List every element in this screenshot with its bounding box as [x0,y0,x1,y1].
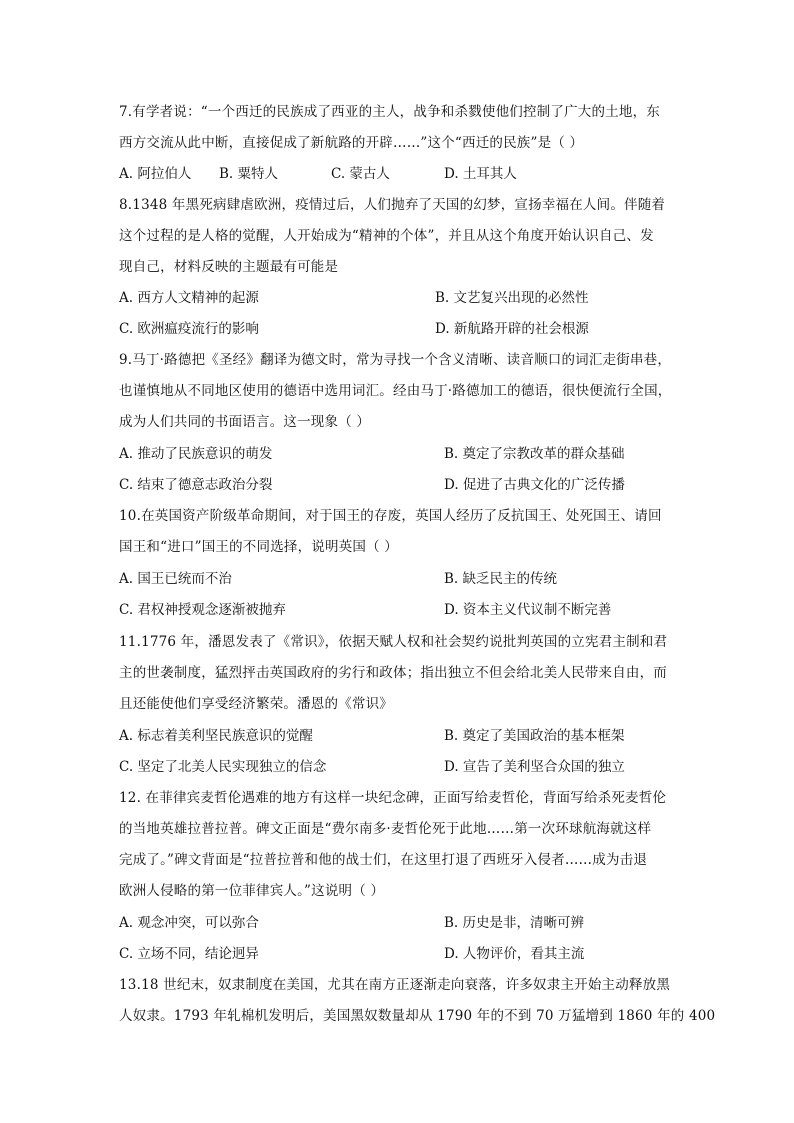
question-line: 人奴隶。1793 年轧棉机发明后，美国黑奴数量却从 1790 年的不到 70 万猛增到 1860 年的 400 [119,1008,716,1024]
question-line: 10.在英国资产阶级革命期间，对于国王的存废，英国人经历了反抗国王、处死国王、请回 [119,508,662,524]
question-line: 国王和“进口”国王的不同选择，说明英国（ ） [119,539,398,555]
option-a[interactable]: A. 国王已统而不治 [119,571,232,587]
question-12-stem [119,783,679,907]
option-b[interactable]: B. 文艺复兴出现的必然性 [435,290,589,306]
question-9-options-row1 [119,439,679,470]
option-b[interactable]: B. 粟特人 [219,166,279,182]
option-c[interactable]: C. 坚定了北美人民实现独立的信念 [119,759,327,775]
question-line: 西方交流从此中断，直接促成了新航路的开辟……”这个“西迁的民族”是（ ） [119,135,584,151]
question-8-options-row1 [119,283,679,314]
question-line: 的当地英雄拉普拉普。碑文正面是“费尔南多·麦哲伦死于此地……第一次环球航海就这样 [119,821,652,837]
option-d[interactable]: D. 资本主义代议制不断完善 [444,602,612,618]
question-line: 12. 在菲律宾麦哲伦遇难的地方有这样一块纪念碑，正面写给麦哲伦，背面写给杀死麦哲伦 [119,790,667,806]
question-11-options-row1 [119,721,679,752]
question-8-stem [119,190,679,283]
question-7-options [119,159,679,190]
option-d[interactable]: D. 宣告了美利坚合众国的独立 [444,759,625,775]
option-a[interactable]: A. 标志着美利坚民族意识的觉醒 [119,728,313,744]
question-line: 成为人们共同的书面语言。这一现象（ ） [119,414,371,430]
question-10-stem [119,501,679,563]
option-d[interactable]: D. 人物评价，看其主流 [444,946,585,962]
option-a[interactable]: A. 推动了民族意识的萌发 [119,446,273,462]
question-line: 7.有学者说：“一个西迁的民族成了西亚的主人，战争和杀戮使他们控制了广大的土地，东 [119,104,660,120]
question-9-options-row2 [119,470,679,501]
question-line: 主的世袭制度，猛烈抨击英国政府的劣行和政体；指出独立不但会给北美人民带来自由，而 [119,665,667,681]
question-8-options-row2 [119,314,679,345]
question-12-options-row2 [119,939,679,970]
option-d[interactable]: D. 促进了古典文化的广泛传播 [444,477,625,493]
option-b[interactable]: B. 历史是非，清晰可辨 [444,915,585,931]
question-11-stem [119,627,679,720]
question-line: 现自己，材料反映的主题最有可能是 [119,259,339,275]
option-d[interactable]: D. 新航路开辟的社会根源 [435,321,589,337]
question-11-options-row2 [119,752,679,783]
question-line: 9.马丁·路德把《圣经》翻译为德文时，常为寻找一个含义清晰、读音顺口的词汇走街串巷， [119,352,672,368]
question-line: 13.18 世纪末，奴隶制度在美国，尤其在南方正逐渐走向衰落，许多奴隶主开始主动释放黑 [119,977,671,993]
question-line: 这个过程的是人格的觉醒，人开始成为“精神的个体”，并且从这个角度开始认识自己、发 [119,228,654,244]
question-10-options-row2 [119,595,679,626]
question-line: 且还能使他们享受经济繁荣。潘恩的《常识》 [119,696,393,712]
option-c[interactable]: C. 结束了德意志政治分裂 [119,477,273,493]
question-10-options-row1 [119,564,679,595]
option-c[interactable]: C. 君权神授观念逐渐被抛弃 [119,602,286,618]
option-b[interactable]: B. 奠定了美国政治的基本框架 [444,728,625,744]
question-9-stem [119,345,679,438]
option-c[interactable]: C. 蒙古人 [331,166,390,182]
option-a[interactable]: A. 西方人文精神的起源 [119,290,259,306]
question-7-stem [119,97,679,159]
option-a[interactable]: A. 阿拉伯人 [119,166,192,182]
option-b[interactable]: B. 缺乏民主的传统 [444,571,558,587]
question-line: 完成了。”碑文背面是“拉普拉普和他的战士们，在这里打退了西班牙入侵者……成为击退 [119,852,648,868]
question-12-options-row1 [119,908,679,939]
question-line: 8.1348 年黑死病肆虐欧洲，疫情过后，人们抛弃了天国的幻梦，宣扬幸福在人间。伴随着 [119,197,666,213]
option-c[interactable]: C. 立场不同，结论迥异 [119,946,259,962]
option-a[interactable]: A. 观念冲突，可以弥合 [119,915,259,931]
question-line: 11.1776 年，潘恩发表了《常识》，依据天赋人权和社会契约说批判英国的立宪君主制和君 [119,634,668,650]
option-d[interactable]: D. 土耳其人 [444,166,517,182]
option-c[interactable]: C. 欧洲瘟疫流行的影响 [119,321,259,337]
question-13-stem [119,970,716,1032]
option-b[interactable]: B. 奠定了宗教改革的群众基础 [444,446,625,462]
question-line: 也谨慎地从不同地区使用的德语中选用词汇。经由马丁·路德加工的德语，很快便流行全国， [119,383,672,399]
question-line: 欧洲人侵略的第一位菲律宾人。”这说明（ ） [119,883,385,899]
